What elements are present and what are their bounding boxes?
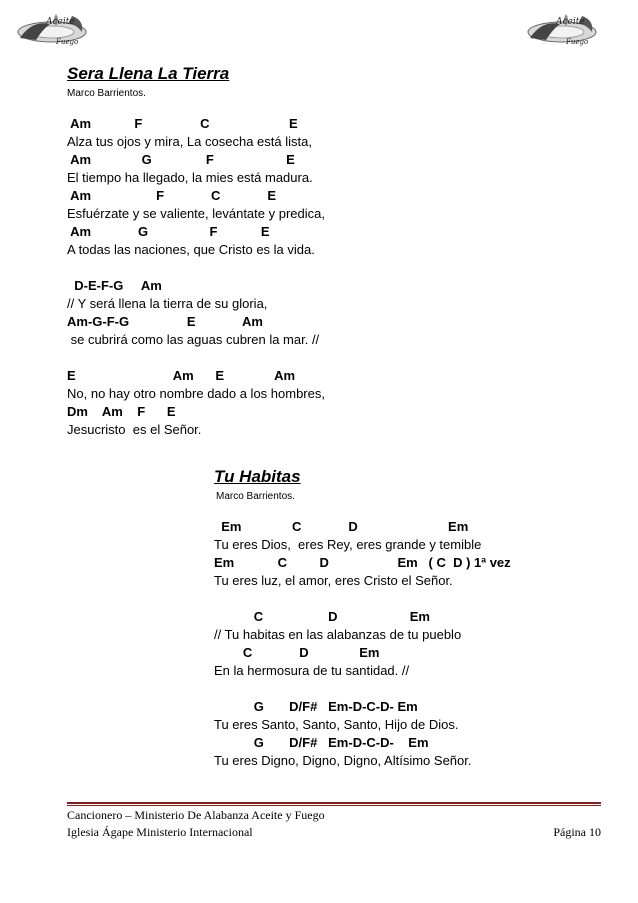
footer-divider — [67, 802, 601, 804]
lyric-line: Tu eres luz, el amor, eres Cristo el Señor. — [214, 573, 453, 588]
lyric-line: Tu eres Santo, Santo, Santo, Hijo de Dios. — [214, 717, 459, 732]
logo-right — [522, 10, 602, 48]
lyric-line: Tu eres Dios, eres Rey, eres grande y temible — [214, 537, 482, 552]
lyric-line: Jesucristo es el Señor. — [67, 422, 202, 437]
page-number: Página 10 — [553, 825, 601, 839]
song-lines — [67, 115, 325, 439]
lyric-line: Tu eres Digno, Digno, Digno, Altísimo Señor. — [214, 753, 472, 768]
chord-line: Em C D Em — [214, 519, 469, 534]
chord-line: D-E-F-G Am — [67, 278, 162, 293]
chord-line: Am-G-F-G E Am — [67, 314, 263, 329]
chord-line: C D Em — [214, 609, 430, 624]
logo-left — [12, 10, 92, 48]
song-author: Marco Barrientos. — [67, 88, 146, 99]
song-tu-habitas — [214, 467, 511, 770]
chord-line: G D/F# Em-D-C-D- Em — [214, 735, 429, 750]
chord-line: E Am E Am — [67, 368, 296, 383]
page-footer — [67, 807, 601, 841]
chord-line: Am G F E — [67, 224, 270, 239]
footer-songbook-title: Cancionero – Ministerio De Alabanza Aceite y Fuego — [67, 808, 325, 822]
svg-text:Fuego: Fuego — [566, 38, 589, 46]
song-author: Marco Barrientos. — [216, 491, 295, 502]
lyric-line: A todas las naciones, que Cristo es la vida. — [67, 242, 315, 257]
blank-line — [67, 259, 325, 277]
footer-divider — [67, 805, 601, 806]
chord-line: C D Em — [214, 645, 380, 660]
lyric-line: Esfuérzate y se valiente, levántate y predica, — [67, 206, 325, 221]
lyric-line: se cubrirá como las aguas cubren la mar. // — [67, 332, 320, 347]
chord-line: Am F C E — [67, 188, 276, 203]
chord-line: Dm Am F E — [67, 404, 176, 419]
lyric-line: // Tu habitas en las alabanzas de tu pueblo — [214, 627, 462, 642]
lyric-line: En la hermosura de tu santidad. // — [214, 663, 410, 678]
svg-text:Aceite: Aceite — [556, 17, 585, 27]
song-title: Tu Habitas — [214, 467, 301, 486]
footer-church-name: Iglesia Ágape Ministerio Internacional — [67, 825, 253, 839]
song-sera-llena-la-tierra — [67, 64, 325, 439]
lyric-line: // Y será llena la tierra de su gloria, — [67, 296, 268, 311]
svg-text:Fuego: Fuego — [56, 38, 79, 46]
song-lines — [214, 518, 511, 770]
aceite-y-fuego-logo-icon — [12, 10, 92, 48]
chord-line: Em C D Em ( C D ) 1ª vez — [214, 555, 511, 570]
lyric-line: El tiempo ha llegado, la mies está madura. — [67, 170, 313, 185]
svg-text:Aceite: Aceite — [46, 17, 75, 27]
aceite-y-fuego-logo-icon — [522, 10, 602, 48]
chord-line: Am G F E — [67, 152, 295, 167]
lyric-line: No, no hay otro nombre dado a los hombres, — [67, 386, 325, 401]
blank-line — [214, 680, 511, 698]
blank-line — [67, 349, 325, 367]
lyric-line: Alza tus ojos y mira, La cosecha está lista, — [67, 134, 312, 149]
blank-line — [214, 590, 511, 608]
song-title: Sera Llena La Tierra — [67, 64, 230, 83]
chord-line: Am F C E — [67, 116, 298, 131]
chord-line: G D/F# Em-D-C-D- Em — [214, 699, 418, 714]
